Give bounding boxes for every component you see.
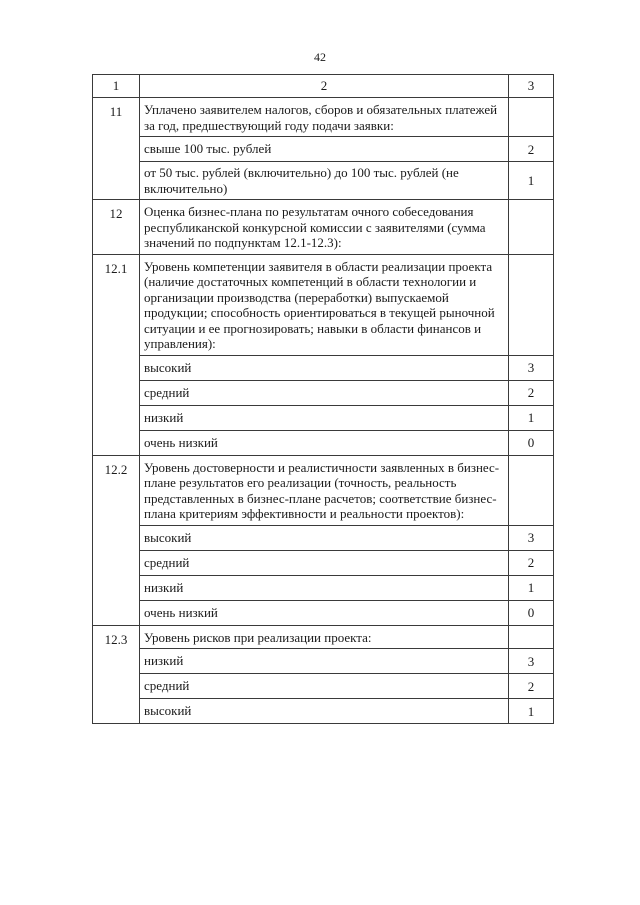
criterion-title: Уплачено заявителем налогов, сборов и обязательных платежей за год, предшествующий году подачи заявки: (140, 98, 509, 137)
option-score: 1 (509, 699, 554, 724)
option-label: низкий (140, 649, 509, 674)
criterion-title: Оценка бизнес-плана по результатам очного собеседования республиканской конкурсной комиссии с заявителями (сумма значений по подпунктам 12.1-12.3): (140, 200, 509, 255)
option-score: 0 (509, 430, 554, 455)
criterion-score-empty (509, 98, 554, 137)
option-label: очень низкий (140, 600, 509, 625)
criterion-title: Уровень рисков при реализации проекта: (140, 625, 509, 649)
option-score: 3 (509, 355, 554, 380)
criterion-number: 11 (93, 98, 140, 200)
option-row (93, 380, 554, 405)
option-score: 2 (509, 137, 554, 162)
option-score: 2 (509, 674, 554, 699)
option-label: очень низкий (140, 430, 509, 455)
option-row (93, 575, 554, 600)
criterion-number: 12.3 (93, 625, 140, 724)
option-row (93, 162, 554, 200)
option-score: 1 (509, 405, 554, 430)
header-col-3: 3 (509, 75, 554, 98)
option-row (93, 699, 554, 724)
option-row (93, 405, 554, 430)
header-col-1: 1 (93, 75, 140, 98)
option-label: высокий (140, 699, 509, 724)
option-label: низкий (140, 575, 509, 600)
criterion-score-empty (509, 200, 554, 255)
criterion-number: 12 (93, 200, 140, 255)
criterion-row (93, 254, 554, 355)
option-label: средний (140, 550, 509, 575)
criteria-table (92, 74, 554, 724)
option-score: 2 (509, 380, 554, 405)
option-score: 3 (509, 649, 554, 674)
criterion-row (93, 98, 554, 137)
criterion-score-empty (509, 254, 554, 355)
criteria-table-body (93, 75, 554, 724)
criterion-score-empty (509, 455, 554, 525)
option-score: 1 (509, 575, 554, 600)
option-row (93, 550, 554, 575)
option-score: 0 (509, 600, 554, 625)
criterion-row (93, 625, 554, 649)
option-row (93, 525, 554, 550)
option-row (93, 649, 554, 674)
option-label: низкий (140, 405, 509, 430)
option-score: 3 (509, 525, 554, 550)
option-label: свыше 100 тыс. рублей (140, 137, 509, 162)
option-label: высокий (140, 355, 509, 380)
criterion-row (93, 455, 554, 525)
criterion-number: 12.2 (93, 455, 140, 625)
option-row (93, 355, 554, 380)
table-header-row (93, 75, 554, 98)
option-row (93, 137, 554, 162)
option-label: высокий (140, 525, 509, 550)
criterion-title: Уровень компетенции заявителя в области реализации проекта (наличие достаточных компетенций в области технологии и организации производства (переработки) выпускаемой продукции; способность ориентироваться в текущей рыночной ситуации и ее прогнозировать; навыки в области финансов и управления): (140, 254, 509, 355)
option-label: средний (140, 674, 509, 699)
option-score: 2 (509, 550, 554, 575)
page-number: 42 (314, 50, 326, 64)
option-row (93, 600, 554, 625)
option-label: средний (140, 380, 509, 405)
header-col-2: 2 (140, 75, 509, 98)
option-row (93, 430, 554, 455)
criterion-title: Уровень достоверности и реалистичности заявленных в бизнес-плане результатов его реализации (точность, реальность представленных в бизнес-плане расчетов; соответствие бизнес-плана критериям эффективности и реальности проектов): (140, 455, 509, 525)
criterion-score-empty (509, 625, 554, 649)
criterion-number: 12.1 (93, 254, 140, 455)
criterion-row (93, 200, 554, 255)
option-label: от 50 тыс. рублей (включительно) до 100 тыс. рублей (не включительно) (140, 162, 509, 200)
option-row (93, 674, 554, 699)
option-score: 1 (509, 162, 554, 200)
